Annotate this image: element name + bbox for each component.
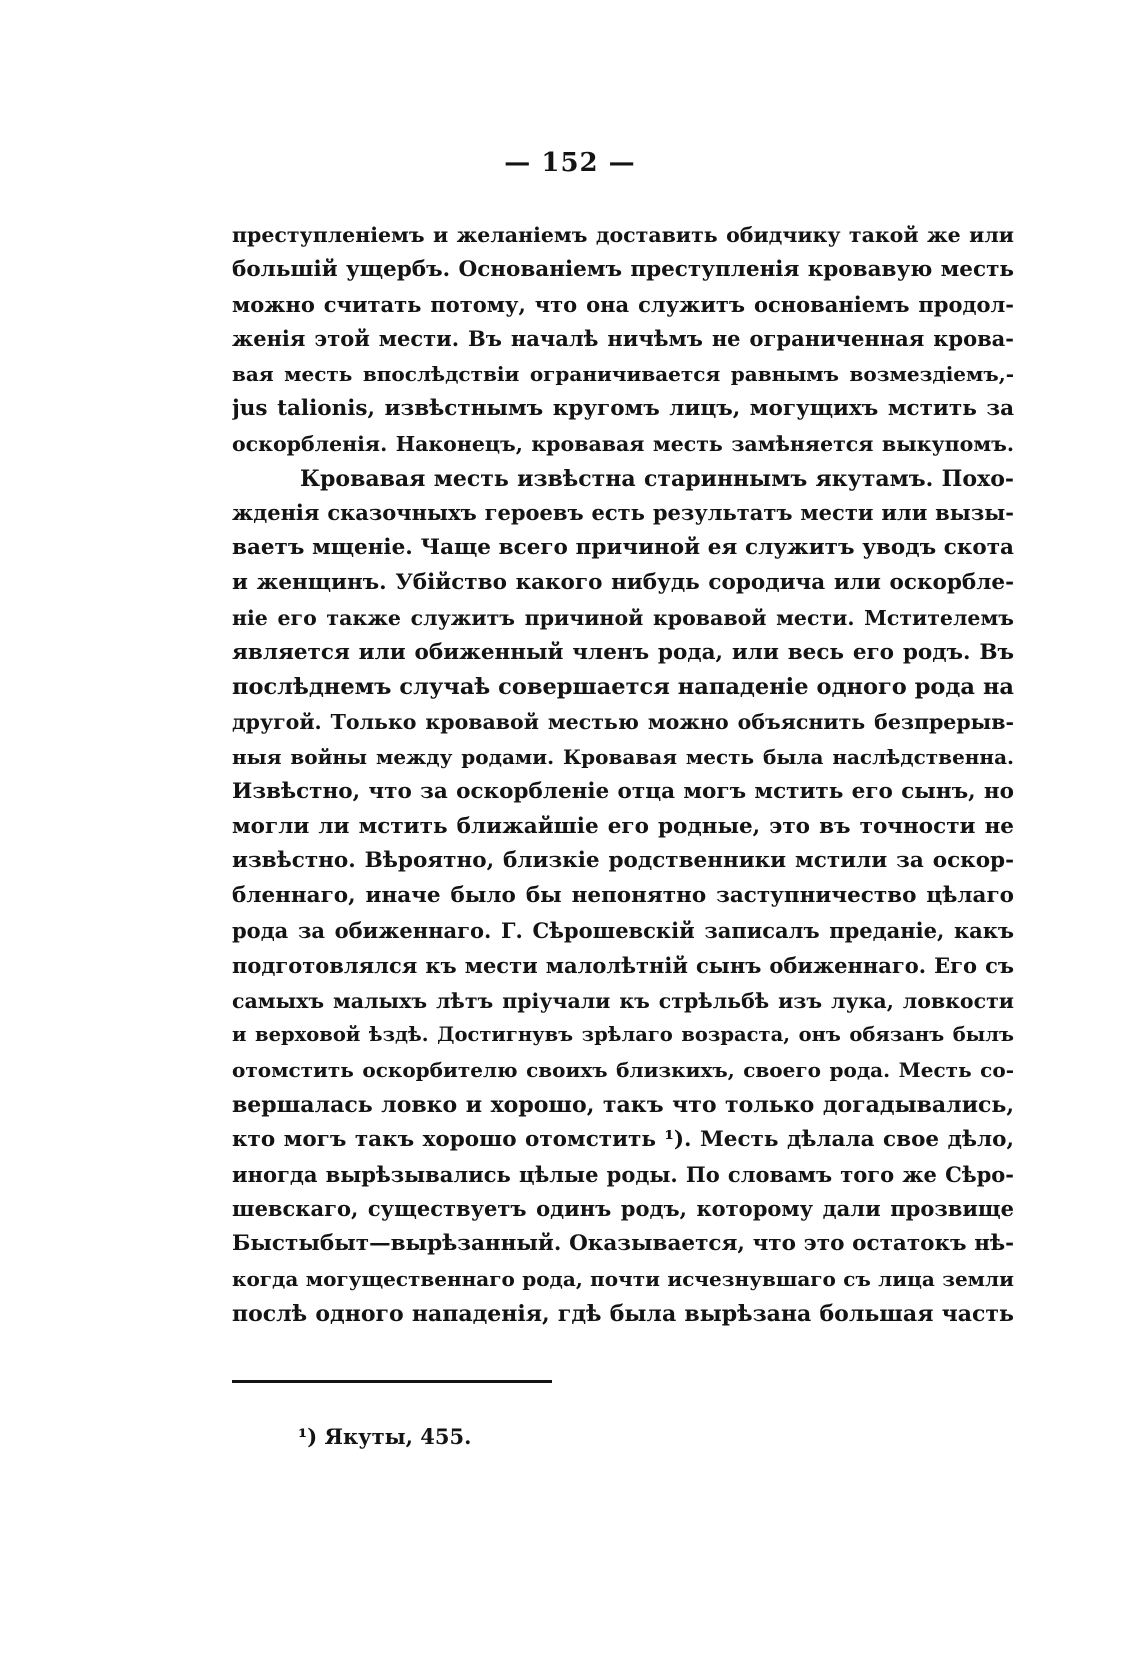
- text-line: Кровавая месть извѣстна стариннымъ якутамъ. Похо-: [300, 465, 1014, 492]
- text-line: ныя войны между родами. Кровавая месть была наслѣдственна.: [232, 744, 1014, 769]
- text-line: могли ли мстить ближайшіе его родные, это въ точности не: [232, 813, 1014, 839]
- text-line: самыхъ малыхъ лѣтъ пріучали къ стрѣльбѣ изъ лука, ловкости: [232, 988, 1014, 1013]
- text-line: Извѣстно, что за оскорбленіе отца могъ мстить его сынъ, но: [232, 778, 1014, 804]
- text-line: рода за обиженнаго. Г. Сѣрошевскій записалъ преданіе, какъ: [232, 917, 1014, 943]
- text-line: кто могъ такъ хорошо отомстить ¹). Месть дѣлала свое дѣло,: [232, 1126, 1014, 1152]
- footnote-divider: [232, 1380, 552, 1383]
- text-line: и женщинъ. Убійство какого нибудь сородича или оскорбле-: [232, 569, 1014, 595]
- text-line: ваетъ мщеніе. Чаще всего причиной ея служитъ уводъ скота: [232, 535, 1014, 561]
- text-line: оскорбленія. Наконецъ, кровавая месть замѣняется выкупомъ.: [232, 431, 1014, 456]
- text-line: можно считать потому, что она служитъ основаніемъ продол-: [232, 291, 1014, 317]
- body-text: [232, 218, 1014, 1332]
- text-line: большій ущербъ. Основаніемъ преступленія кровавую месть: [232, 256, 1014, 282]
- text-line: жденія сказочныхъ героевъ есть результатъ мести или вызы-: [232, 500, 1014, 526]
- text-line: jus talionis, извѣстнымъ кругомъ лицъ, могущихъ мстить за: [232, 395, 1014, 421]
- text-line: вершалась ловко и хорошо, такъ что только догадывались,: [232, 1091, 1014, 1118]
- text-line: и верховой ѣздѣ. Достигнувъ зрѣлаго возраста, онъ обязанъ былъ: [232, 1023, 1014, 1047]
- footnote: ¹) Якуты, 455.: [298, 1424, 472, 1449]
- text-line: другой. Только кровавой местью можно объяснить безпрерыв-: [232, 710, 1014, 735]
- text-line: послѣднемъ случаѣ совершается нападеніе одного рода на: [232, 674, 1014, 701]
- text-line: вая месть впослѣдствіи ограничивается равнымъ возмездіемъ,-: [232, 362, 1014, 387]
- text-line: отомстить оскорбителю своихъ близкихъ, своего рода. Месть со-: [232, 1058, 1014, 1083]
- page-number: — 152 —: [504, 148, 636, 178]
- text-line: ніе его также служитъ причиной кровавой мести. Мстителемъ: [232, 605, 1014, 630]
- text-line: извѣстно. Вѣроятно, близкіе родственники мстили за оскор-: [232, 848, 1014, 874]
- text-line: подготовлялся къ мести малолѣтній сынъ обиженнаго. Его съ: [232, 952, 1014, 978]
- text-line: когда могущественнаго рода, почти исчезнувшаго съ лица земли: [232, 1266, 1014, 1291]
- text-line: Быстыбыт—вырѣзанный. Оказывается, что это остатокъ нѣ-: [232, 1231, 1014, 1257]
- text-line: бленнаго, иначе было бы непонятно заступничество цѣлаго: [232, 883, 1014, 909]
- text-line: послѣ одного нападенія, гдѣ была вырѣзана большая часть: [232, 1300, 1014, 1327]
- text-line: иногда вырѣзывались цѣлые роды. По словамъ того же Сѣро-: [232, 1161, 1014, 1187]
- text-line: является или обиженный членъ рода, или весь его родъ. Въ: [232, 639, 1014, 665]
- text-line: женія этой мести. Въ началѣ ничѣмъ не ограниченная крова-: [232, 326, 1014, 352]
- text-line: преступленіемъ и желаніемъ доставить обидчику такой же или: [232, 223, 1014, 247]
- text-line: шевскаго, существуетъ одинъ родъ, которому дали прозвище: [232, 1196, 1014, 1222]
